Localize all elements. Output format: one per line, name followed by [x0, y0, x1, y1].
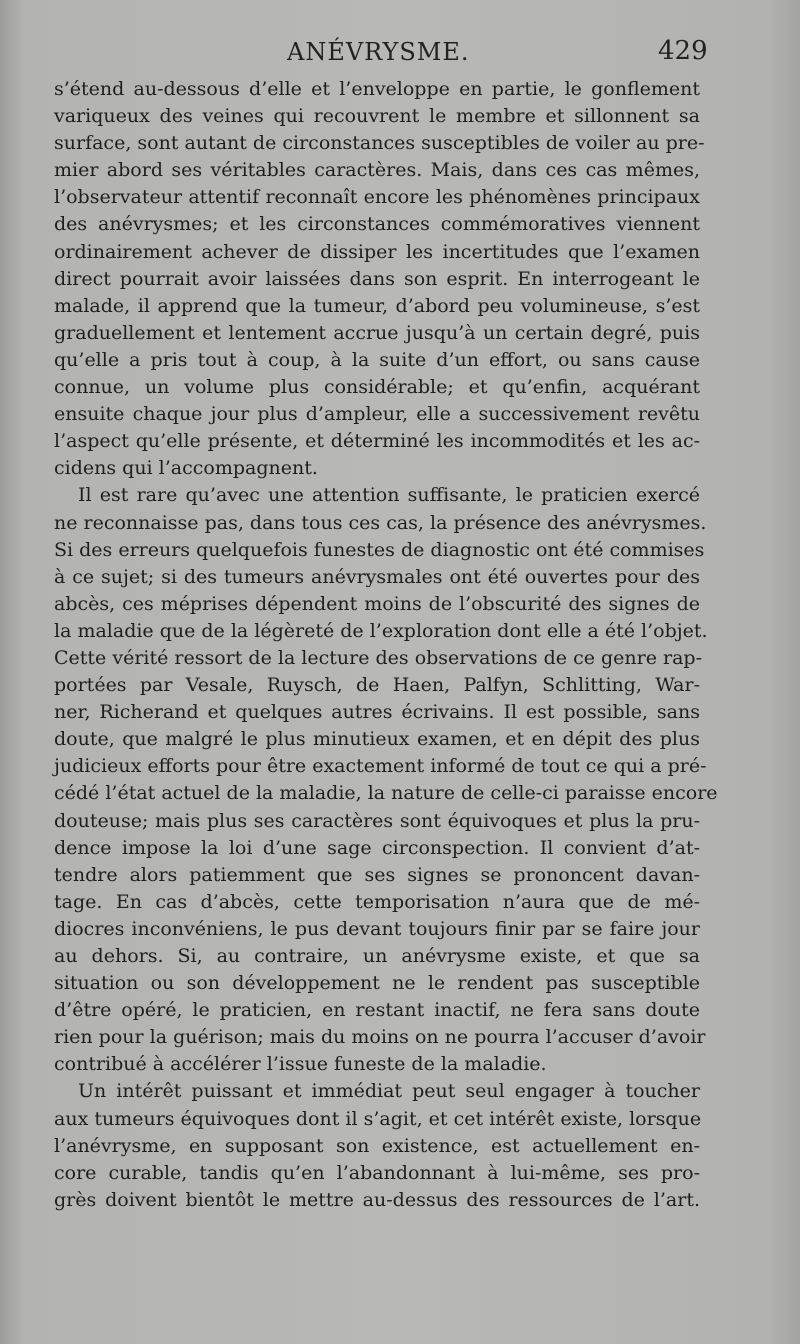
text-line: la maladie que de la légèreté de l’exploration dont elle a été l’objet.	[54, 619, 708, 642]
text-line: tage. En cas d’abcès, cette temporisation n’aura que de mé-	[54, 890, 700, 913]
page-number: 429	[658, 36, 708, 66]
text-line: ne reconnaisse pas, dans tous ces cas, la présence des anévrysmes.	[54, 511, 707, 534]
text-line: ensuite chaque jour plus d’ampleur, elle a successivement revêtu	[54, 403, 700, 426]
text-line: qu’elle a pris tout à coup, à la suite d’un effort, ou sans cause	[54, 348, 700, 371]
text-line: cédé l’état actuel de la maladie, la nature de celle-ci paraisse encore	[54, 782, 718, 805]
paragraph	[54, 76, 705, 482]
text-line: graduellement et lentement accrue jusqu’à un certain degré, puis	[54, 321, 700, 344]
text-line: Si des erreurs quelquefois funestes de diagnostic ont été commises	[54, 538, 705, 561]
text-line: direct pourrait avoir laissées dans son esprit. En interrogeant le	[54, 267, 700, 290]
text-line: des anévrysmes; et les circonstances commémoratives viennent	[54, 213, 700, 236]
text-line: judicieux efforts pour être exactement informé de tout ce qui a pré-	[54, 755, 707, 778]
text-line: l’observateur attentif reconnaît encore les phénomènes principaux	[54, 186, 700, 209]
text-line: diocres inconvéniens, le pus devant toujours finir par se faire jour	[54, 917, 700, 940]
text-line: malade, il apprend que la tumeur, d’abord peu volumineuse, s’est	[54, 294, 700, 317]
text-line: doute, que malgré le plus minutieux examen, et en dépit des plus	[54, 728, 700, 751]
running-head	[0, 30, 800, 70]
text-line: mier abord ses véritables caractères. Mais, dans ces cas mêmes,	[54, 159, 700, 182]
text-line: variqueux des veines qui recouvrent le membre et sillonnent sa	[54, 105, 700, 128]
text-line: ner, Richerand et quelques autres écrivains. Il est possible, sans	[54, 701, 700, 724]
paragraph	[54, 1078, 700, 1213]
text-line: Cette vérité ressort de la lecture des observations de ce genre rap-	[54, 646, 702, 669]
text-line: tendre alors patiemment que ses signes se prononcent davan-	[54, 863, 700, 886]
text-line: aux tumeurs équivoques dont il s’agit, et cet intérêt existe, lorsque	[54, 1107, 702, 1130]
text-line: situation ou son développement ne le rendent pas susceptible	[54, 972, 700, 995]
text-line: s’étend au-dessous d’elle et l’enveloppe en partie, le gonflement	[54, 78, 700, 100]
text-line: abcès, ces méprises dépendent moins de l’obscurité des signes de	[54, 592, 700, 615]
text-line: au dehors. Si, au contraire, un anévrysme existe, et que sa	[54, 945, 700, 967]
text-line: à ce sujet; si des tumeurs anévrysmales ont été ouvertes pour des	[54, 565, 700, 588]
paragraph	[54, 482, 718, 1078]
running-head-title: ANÉVRYSME.	[287, 38, 470, 66]
text-line: contribué à accélérer l’issue funeste de la maladie.	[54, 1053, 547, 1076]
text-line: connue, un volume plus considérable; et qu’enfin, acquérant	[54, 376, 700, 399]
text-line: d’être opéré, le praticien, en restant inactif, ne fera sans doute	[54, 999, 700, 1022]
text-line: douteuse; mais plus ses caractères sont équivoques et plus la pru-	[54, 809, 700, 832]
text-line: Il est rare qu’avec une attention suffisante, le praticien exercé	[78, 484, 700, 507]
text-line: l’aspect qu’elle présente, et déterminé les incommodités et les ac-	[54, 430, 700, 453]
text-line: core curable, tandis qu’en l’abandonnant à lui-même, ses pro-	[54, 1161, 700, 1184]
text-line: surface, sont autant de circonstances susceptibles de voiler au pre-	[54, 132, 705, 155]
text-line: ordinairement achever de dissiper les incertitudes que l’examen	[54, 240, 700, 263]
text-line: dence impose la loi d’une sage circonspection. Il convient d’at-	[54, 836, 700, 859]
text-line: portées par Vesale, Ruysch, de Haen, Palfyn, Schlitting, War-	[54, 674, 700, 697]
text-line: cidens qui l’accompagnent.	[54, 457, 318, 480]
text-line: grès doivent bientôt le mettre au-dessus des ressources de l’art.	[54, 1188, 700, 1211]
text-line: rien pour la guérison; mais du moins on ne pourra l’accuser d’avoir	[54, 1026, 706, 1049]
text-line: Un intérêt puissant et immédiat peut seul engager à toucher	[78, 1080, 700, 1103]
body-text	[54, 76, 718, 1214]
text-line: l’anévrysme, en supposant son existence, est actuellement en-	[54, 1134, 700, 1157]
